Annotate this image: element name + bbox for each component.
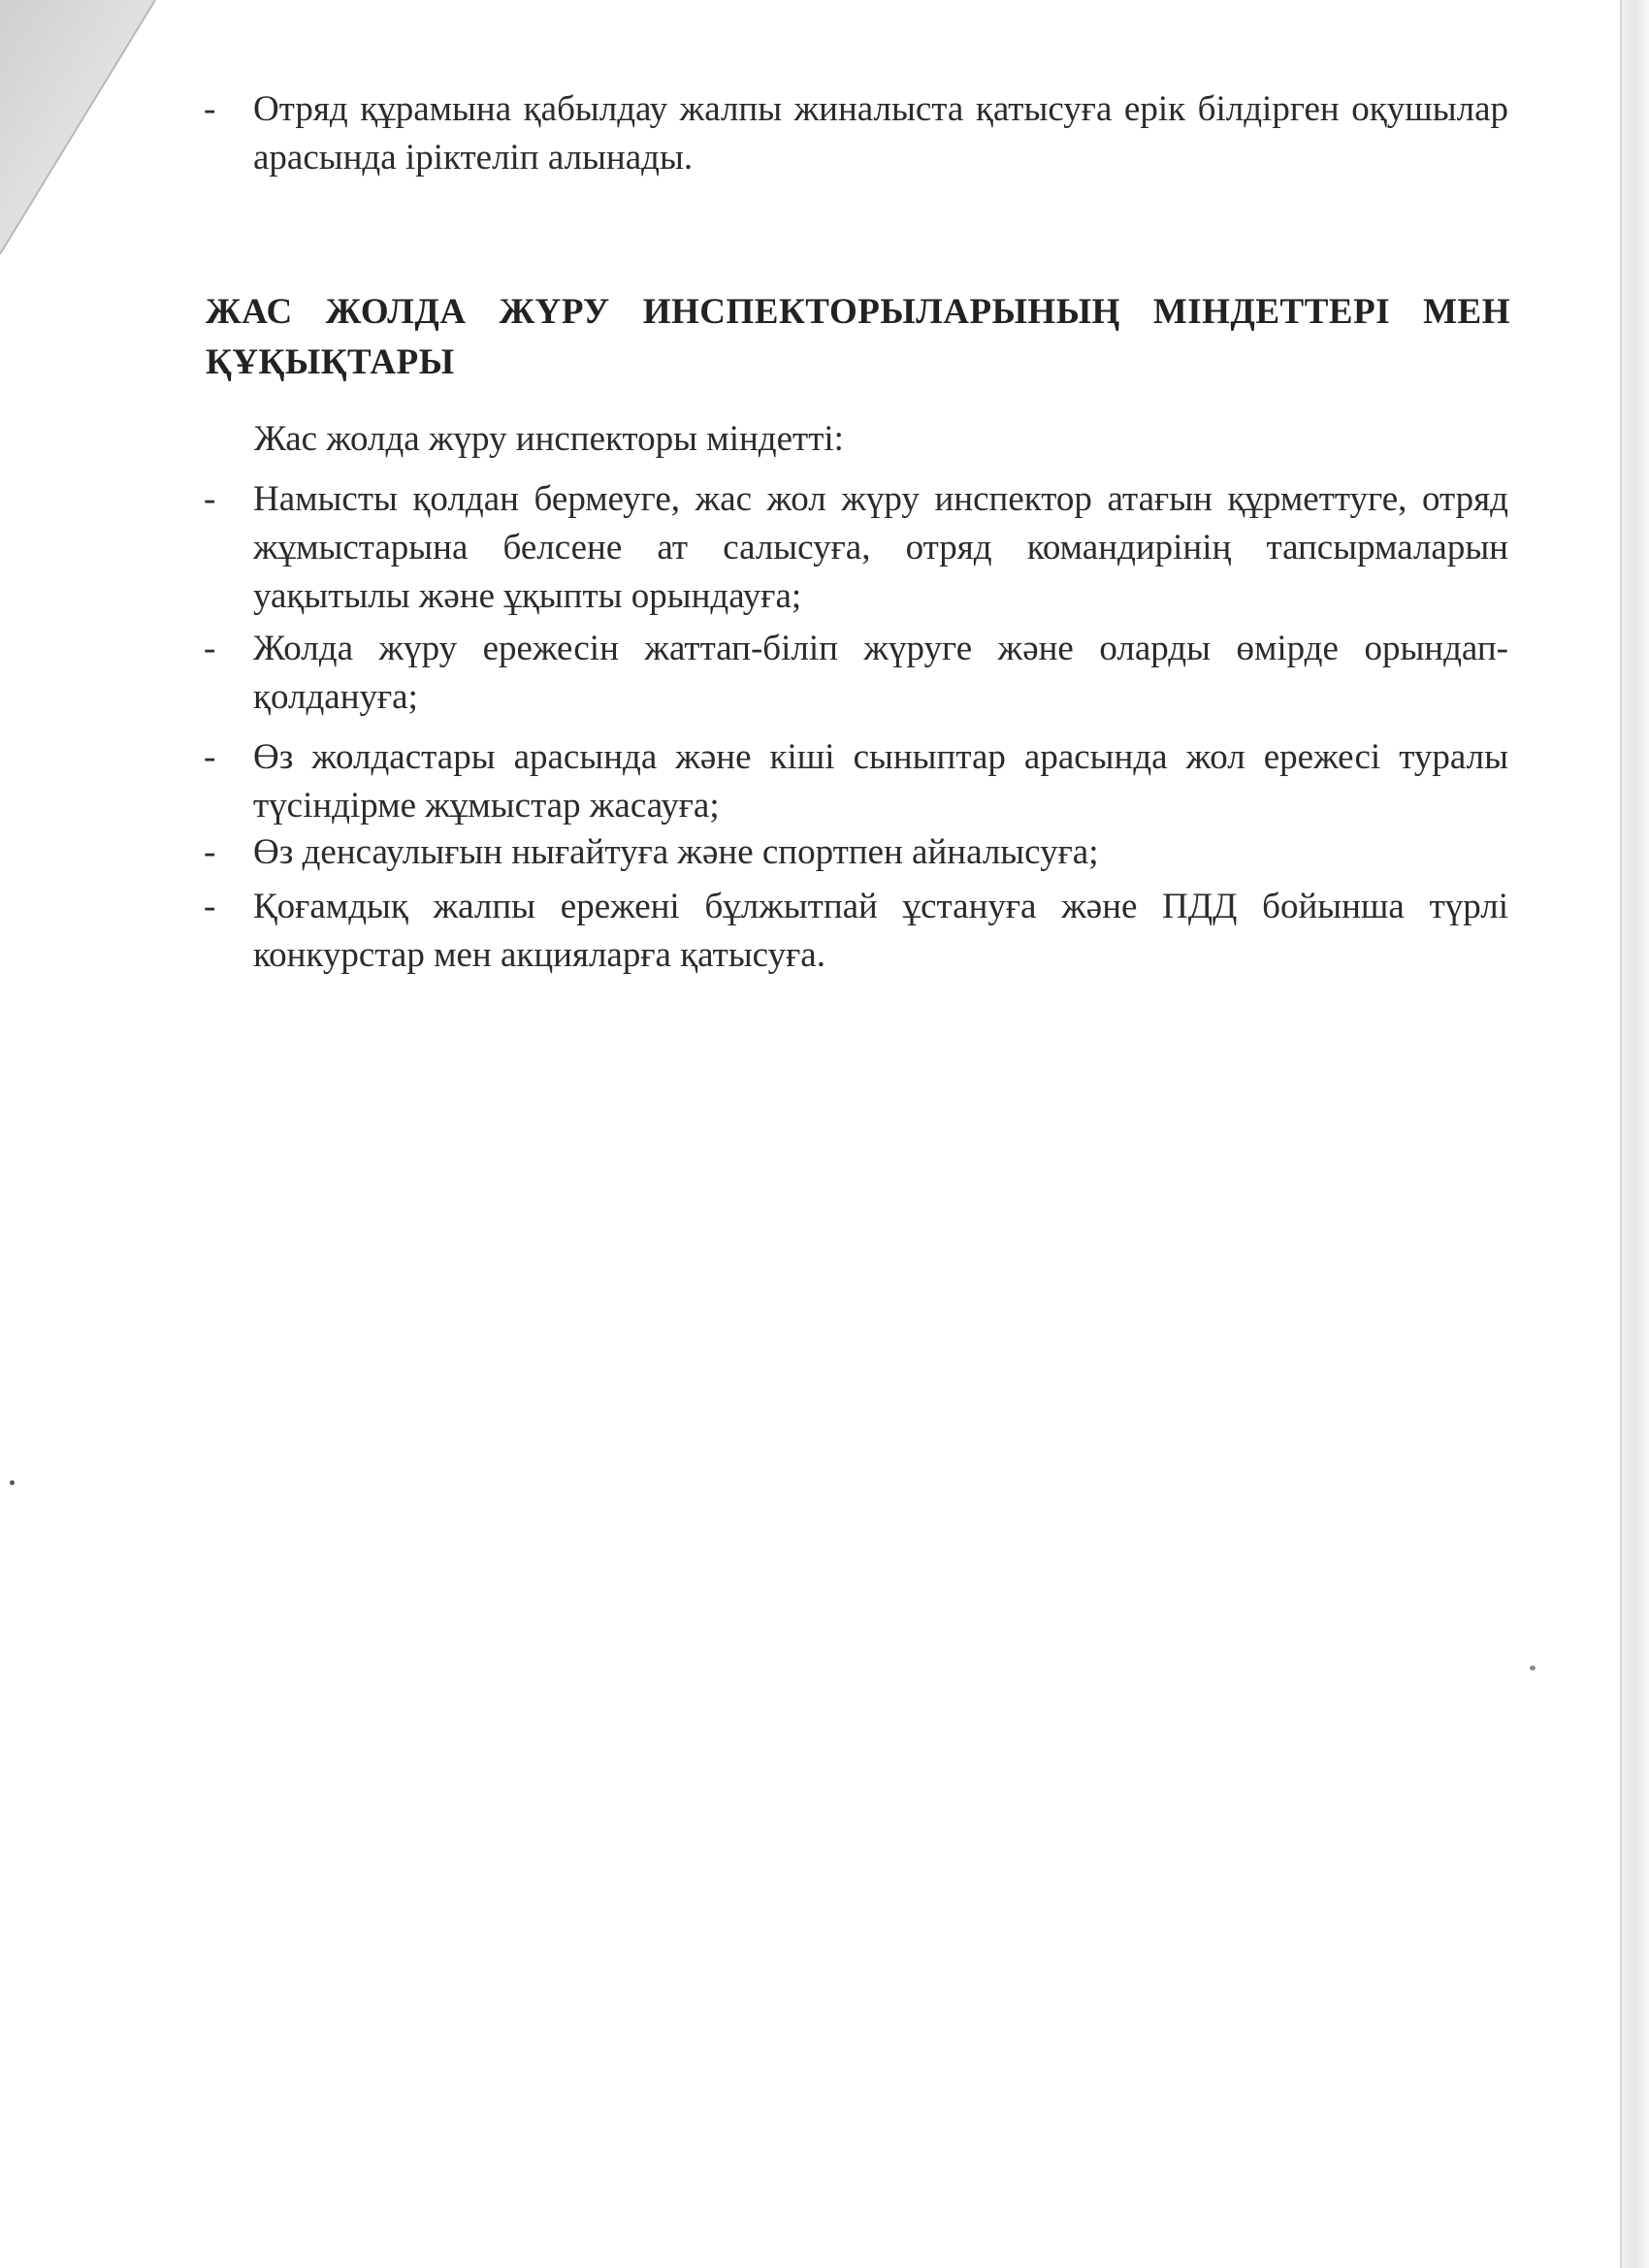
list-item-text: Намысты қолдан бермеуге, жас жол жүру инспектор атағын құрметтуге, отряд жұмыстарына белсене ат салысуға, отряд командирінің тапсырмаларын уақытылы және ұқыпты орындауға;: [253, 479, 1508, 616]
list-item-text: Қоғамдық жалпы ережені бұлжытпай ұстануға және ПДД бойынша түрлі конкурстар мен акцияларға қатысуға.: [253, 887, 1508, 975]
bullet-dash: -: [204, 479, 216, 519]
bullet-dash: -: [204, 887, 216, 926]
list-item: [204, 733, 1508, 830]
list-item-text: Жолда жүру ережесін жаттап-біліп жүруге және оларды өмірде орындап-қолдануға;: [253, 629, 1508, 717]
bullet-dash: -: [204, 832, 216, 872]
bullet-dash: -: [204, 89, 216, 129]
list-item-text: Өз жолдастары арасында және кіші сыныптар арасында жол ережесі туралы түсіндірме жұмыстар жасауға;: [253, 737, 1508, 826]
bullet-dash: -: [204, 629, 216, 668]
list-item: [204, 475, 1508, 621]
section-heading: ЖАС ЖОЛДА ЖҮРУ ИНСПЕКТОРЫЛАРЫНЫҢ МІНДЕТТЕРІ МЕН ҚҰҚЫҚТАРЫ: [206, 292, 1510, 382]
bullet-dash: -: [204, 737, 216, 777]
scan-speck: [10, 1480, 15, 1485]
list-item: [204, 625, 1508, 722]
scan-speck: [1530, 1666, 1536, 1670]
list-item: [204, 828, 1508, 877]
list-item-text: Отряд құрамына қабылдау жалпы жиналыста қатысуға ерік білдірген оқушылар арасында іріктеліп алынады.: [253, 89, 1508, 178]
list-item-text: Өз денсаулығын нығайтуға және спортпен айналысуға;: [253, 832, 1099, 872]
list-item: [204, 85, 1508, 182]
list-item: [204, 883, 1508, 980]
intro-paragraph: Жас жолда жүру инспекторы міндетті:: [254, 419, 844, 459]
